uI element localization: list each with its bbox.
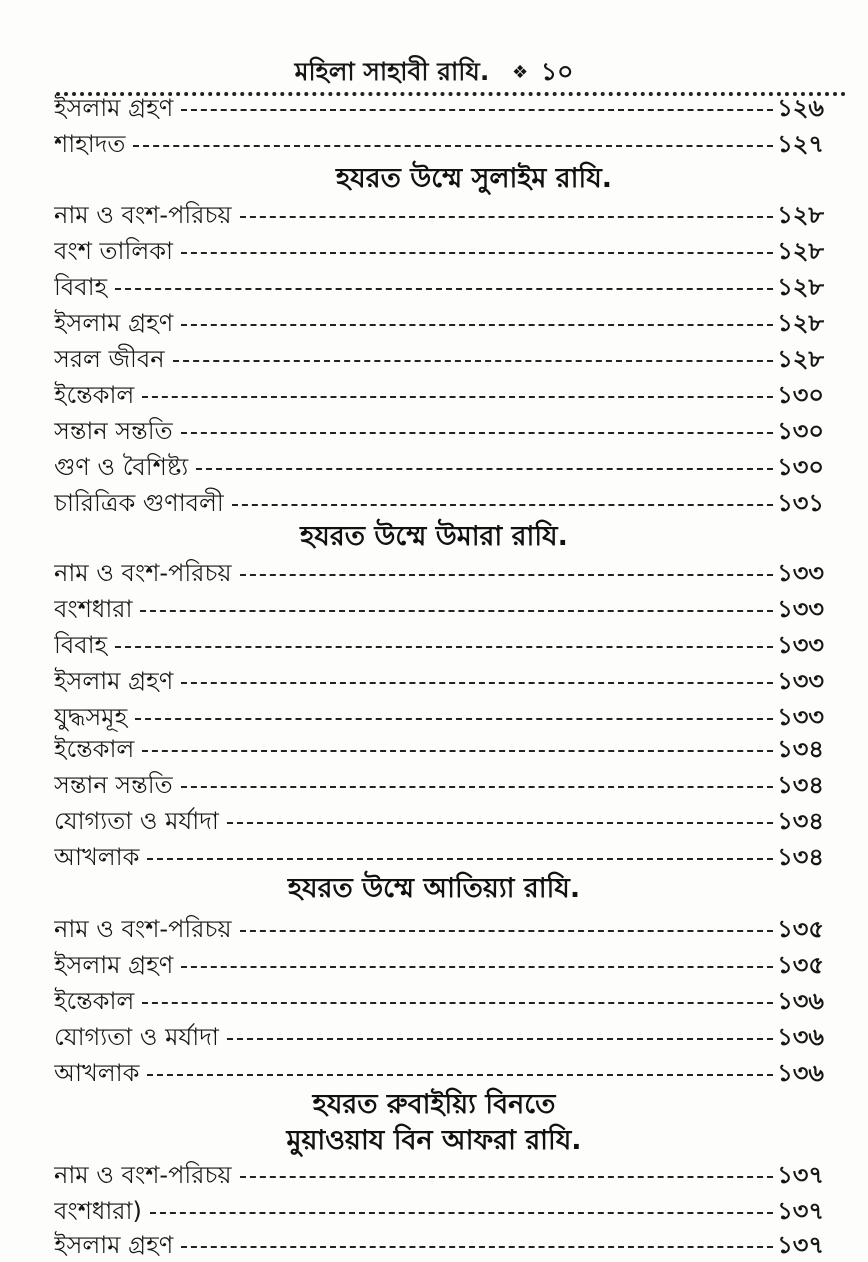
dot-leader <box>227 1038 773 1040</box>
toc-entry: বিবাহ ১২৮ <box>54 273 824 301</box>
toc-entry: শাহাদত ১২৭ <box>54 130 824 158</box>
dot-leader <box>181 324 773 326</box>
ornament-icon: ❖ <box>512 62 529 83</box>
dot-leader <box>147 1074 773 1076</box>
toc-entry: বংশধারা ১৩৩ <box>54 595 824 623</box>
section-heading: হযরত উম্মে আতিয়্যা রাযি. <box>287 873 581 904</box>
dot-leader <box>140 610 773 612</box>
toc-entry: ইন্তেকাল ১৩০ <box>54 381 824 409</box>
dot-leader <box>173 360 774 362</box>
dot-leader <box>142 750 773 752</box>
dot-leader <box>181 109 773 111</box>
dot-leader <box>142 1002 773 1004</box>
toc-entry: যুদ্ধসমূহ ১৩৩ <box>54 703 824 731</box>
dot-leader <box>181 682 773 684</box>
dot-leader <box>181 252 773 254</box>
dot-leader <box>142 396 773 398</box>
toc-entry: যোগ্যতা ও মর্যাদা ১৩৬ <box>54 1023 824 1051</box>
dot-leader <box>115 646 773 648</box>
dot-leader <box>240 930 774 932</box>
running-header <box>0 52 868 92</box>
toc-entry: ইসলাম গ্রহণ ১৩৩ <box>54 667 824 695</box>
toc-entry: চারিত্রিক গুণাবলী ১৩১ <box>54 489 824 517</box>
dot-leader <box>150 1212 773 1214</box>
dot-leader <box>181 432 774 434</box>
toc-entry: যোগ্যতা ও মর্যাদা ১৩৪ <box>54 807 824 835</box>
section-heading: হযরত রুবাইয়্যি বিনতে <box>312 1089 556 1120</box>
dot-leader <box>147 858 773 860</box>
dot-leader <box>232 504 773 506</box>
toc-entry: নাম ও বংশ-পরিচয় ১২৮ <box>54 201 824 229</box>
toc-entry: নাম ও বংশ-পরিচয় ১৩৫ <box>54 915 824 943</box>
toc-entry: ইসলাম গ্রহণ ১৩৭ <box>54 1231 824 1259</box>
dot-leader <box>181 966 773 968</box>
toc-entry: নাম ও বংশ-পরিচয় ১৩৭ <box>54 1161 824 1189</box>
toc-entry: বিবাহ ১৩৩ <box>54 631 824 659</box>
toc-entry: গুণ ও বৈশিষ্ট্য ১৩০ <box>54 453 824 481</box>
toc-entry: বংশধারা) ১৩৭ <box>54 1197 824 1225</box>
toc-entry: সন্তান সন্ততি ১৩০ <box>54 417 824 445</box>
dot-leader <box>115 288 773 290</box>
toc-entry: ইসলাম গ্রহণ ১৩৫ <box>54 951 824 979</box>
toc-entry: ইন্তেকাল ১৩৪ <box>54 735 824 763</box>
toc-entry: বংশ তালিকা ১২৮ <box>54 237 824 265</box>
section-heading: হযরত উম্মে উমারা রাযি. <box>300 521 568 552</box>
toc-entry: আখলাক ১৩৪ <box>54 843 824 871</box>
dot-leader <box>240 216 774 218</box>
toc-entry: ইসলাম গ্রহণ ১২৬ <box>54 94 824 122</box>
section-heading: হযরত উম্মে সুলাইম রাযি. <box>335 163 612 194</box>
toc-entry: নাম ও বংশ-পরিচয় ১৩৩ <box>54 559 824 587</box>
dot-leader <box>181 786 774 788</box>
toc-entry: ইন্তেকাল ১৩৬ <box>54 987 824 1015</box>
dot-leader <box>227 822 773 824</box>
toc-entry: আখলাক ১৩৬ <box>54 1059 824 1087</box>
dot-leader <box>240 1176 774 1178</box>
dot-leader <box>196 468 773 470</box>
book-title: মহিলা সাহাবী রাযি. <box>294 57 490 86</box>
dot-leader <box>240 574 774 576</box>
toc-entry: ইসলাম গ্রহণ ১২৮ <box>54 309 824 337</box>
dot-leader <box>135 718 773 720</box>
page-number: ১০ <box>540 57 574 86</box>
dot-leader <box>133 145 773 147</box>
toc-entry: সরল জীবন ১২৮ <box>54 345 824 373</box>
section-subheading: মুয়াওয়ায বিন আফরা রাযি. <box>286 1125 582 1156</box>
dot-leader <box>181 1246 773 1248</box>
toc-entry: সন্তান সন্ততি ১৩৪ <box>54 771 824 799</box>
